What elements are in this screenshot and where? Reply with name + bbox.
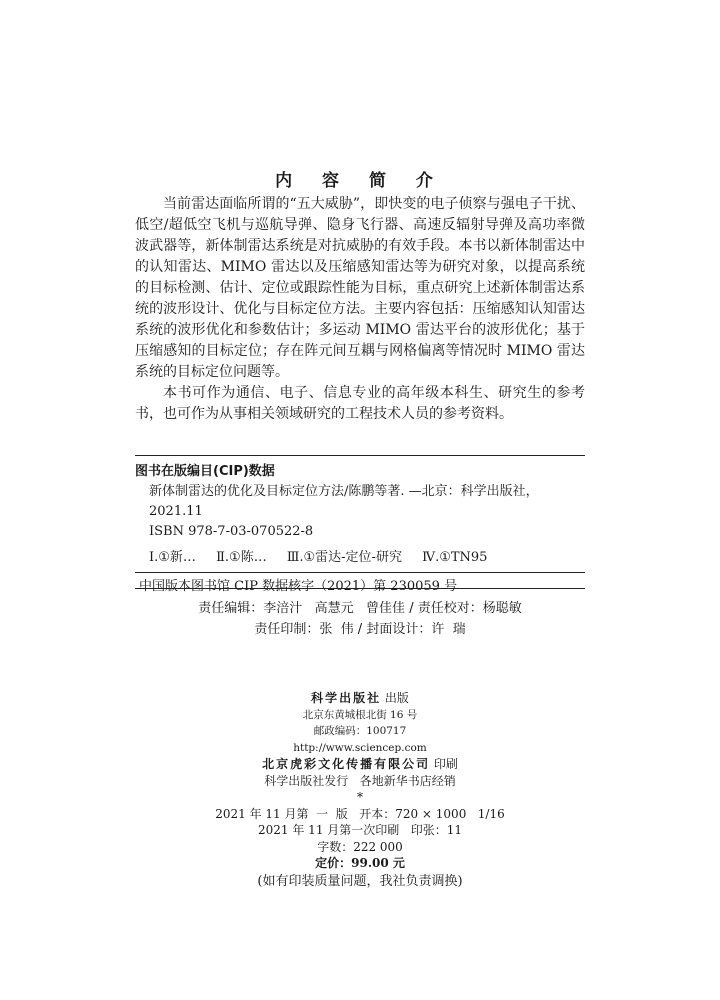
editor-credits [135,598,585,640]
cip-top-rule [135,455,585,456]
editor-credits-line-1: 责任编辑：李涪汁 高慧元 曾佳佳 / 责任校对：杨聪敏 [198,601,522,616]
cip-record: 新体制雷达的优化及目标定位方法/陈鹏等著. —北京：科学出版社，2021.11 [149,484,539,519]
quality-notice: (如有印装质量问题，我社负责调换) [257,873,463,889]
price-label: 定价： [315,856,352,870]
cip-class-4: Ⅳ.①TN95 [422,550,488,565]
cip-class-1: Ⅰ.①新… [149,550,196,565]
cip-bottom-rule [135,588,585,589]
intro-title: 内 容 简 介 [275,171,445,191]
printer-name: 北京虎彩文化传播有限公司 [262,757,431,771]
cip-class-3: Ⅲ.①雷达-定位-研究 [286,550,402,565]
intro-text [135,194,585,425]
cip-record-number: 中国版本图书馆 CIP 数据核字（2021）第 230059 号 [139,579,458,594]
editor-credits-line-2: 责任印制：张 伟 / 封面设计：许 瑞 [254,622,466,637]
price-value: 99.00 元 [351,856,405,870]
intro-paragraph-2: 本书可作为通信、电子、信息专业的高年级本科生、研究生的参考书，也可作为从事相关领域研究的工程技术人员的参考资料。 [135,385,585,422]
publisher-name: 科学出版社 [311,691,382,705]
cip-title: 图书在版编目(CIP)数据 [135,464,275,479]
edition-line: 2021 年 11 月第 一 版 开本：720 × 1000 1/16 [215,806,505,821]
separator-asterisk: * [357,790,363,804]
word-count: 字数：222 000 [317,839,403,854]
printing-line: 2021 年 11 月第一次印刷 印张：11 [258,823,462,837]
publisher-suffix: 出版 [381,691,409,705]
printer-suffix: 印刷 [430,757,458,771]
cip-class-2: Ⅱ.①陈… [216,550,267,565]
cip-isbn: ISBN 978-7-03-070522-8 [149,524,314,539]
publisher-address: 北京东黄城根北街 16 号 [302,708,418,721]
cip-classification [135,548,585,568]
cip-block [135,462,585,597]
imprint-block [0,690,720,890]
publisher-line [0,690,720,707]
price-line [0,855,720,872]
intro-paragraph-1: 当前雷达面临所谓的“五大威胁”，即快变的电子侦察与强电子干扰、低空/超低空飞机与巡航导弹、隐身飞行器、高速反辐射导弹及高功率微波武器等，新体制雷达系统是对抗威胁的有效手段。本书以新体制雷达中的认知雷达、MIMO 雷达以及压缩感知雷达等为研究对象，以提高系统的目标检测、估计、定位或跟踪性能为目标，重点研究上述新体制雷达系统的波形设计、优化与目标定位方法。主要内容包括：压缩感知认知雷达系统的波形优化和参数估计；多运动 MIMO 雷达平台的波形优化；基于压缩感知的目标定位；存在阵元间互耦与网格偏离等情况时 MIMO 雷达系统的目标定位问题等。 [135,196,585,380]
cip-inner-rule [135,572,585,573]
publisher-postcode: 邮政编码：100717 [313,725,407,737]
printer-line [0,756,720,773]
publisher-website: http://www.sciencep.com [293,741,427,754]
distribution-line: 科学出版社发行 各地新华书店经销 [264,773,456,788]
